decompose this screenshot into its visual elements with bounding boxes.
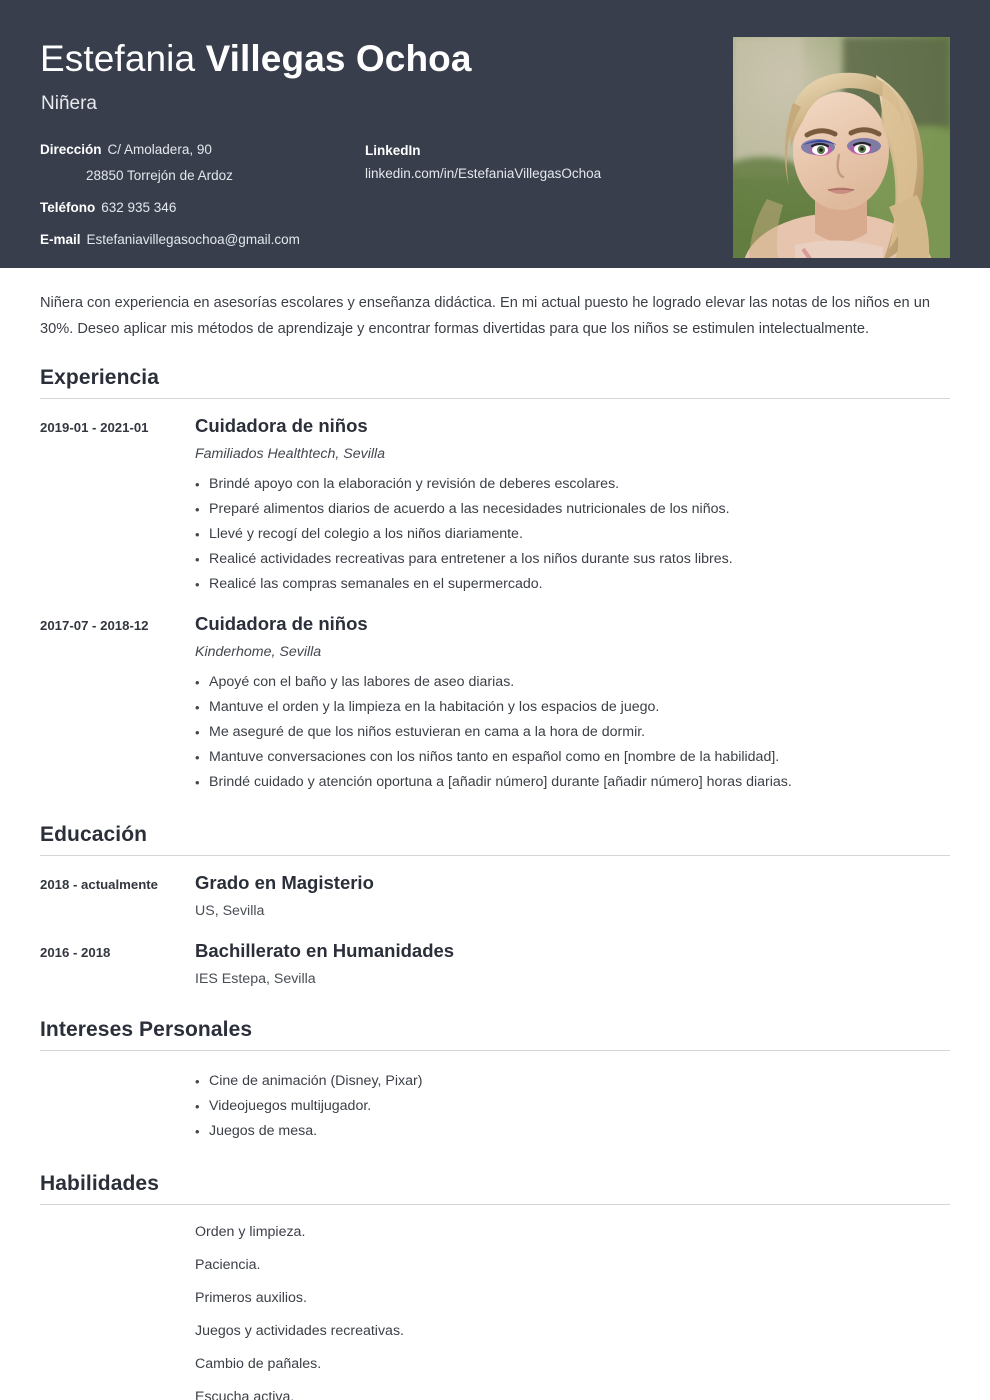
email-value[interactable]: Estefaniavillegasochoa@gmail.com (86, 232, 300, 247)
list-item: Orden y limpieza. (195, 1224, 306, 1240)
job-title: Niñera (41, 93, 97, 114)
education-degree: Bachillerato en Humanidades (195, 940, 455, 961)
list-item: • Videojuegos multijugador. (195, 1094, 950, 1119)
list-item: Paciencia. (195, 1257, 261, 1273)
list-item: Juegos y actividades recreativas. (195, 1323, 404, 1339)
skills-content (195, 1216, 950, 1400)
experience-date: 2017-07 - 2018-12 (40, 618, 149, 633)
address-line-2: 28850 Torrejón de Ardoz (86, 168, 233, 183)
contact-row-phone (40, 198, 370, 218)
section-divider (40, 1204, 950, 1205)
interests-content (195, 1062, 950, 1144)
resume-body (0, 290, 990, 1400)
education-degree: Grado en Magisterio (195, 872, 374, 893)
section-title-experience: Experiencia (40, 366, 159, 389)
contact-column-left (40, 140, 370, 259)
first-name: Estefania (40, 38, 196, 79)
list-item: • Realicé actividades recreativas para entretener a los niños durante sus ratos libres. (195, 547, 950, 572)
gutter-spacer (40, 1062, 195, 1144)
address-label: Dirección (40, 142, 102, 157)
section-divider (40, 855, 950, 856)
education-details (195, 938, 950, 990)
skills-block (40, 1216, 950, 1400)
interests-block (40, 1062, 950, 1144)
section-skills (40, 1170, 950, 1400)
list-item: • Mantuve conversaciones con los niños tanto en español como en [nombre de la habilidad]. (195, 745, 950, 770)
education-entry (40, 870, 950, 922)
phone-label: Teléfono (40, 200, 96, 215)
resume-header (0, 0, 990, 268)
portrait-photo-icon (733, 37, 950, 258)
list-item: Escucha activa. (195, 1389, 295, 1400)
linkedin-value[interactable]: linkedin.com/in/EstefaniaVillegasOchoa (365, 166, 602, 181)
section-title-skills: Habilidades (40, 1172, 159, 1195)
list-item: • Brindé cuidado y atención oportuna a [añadir número] durante [añadir número] horas diarias. (195, 770, 950, 795)
list-item: • Llevé y recogí del colegio a los niños diariamente. (195, 522, 950, 547)
list-item: • Brindé apoyo con la elaboración y revisión de deberes escolares. (195, 472, 950, 497)
experience-job-title: Cuidadora de niños (195, 613, 368, 634)
section-divider (40, 1050, 950, 1051)
experience-details (195, 413, 950, 597)
experience-job-title: Cuidadora de niños (195, 415, 368, 436)
experience-entry (40, 413, 950, 597)
last-name: Villegas Ochoa (205, 38, 472, 79)
experience-date: 2019-01 - 2021-01 (40, 420, 149, 435)
education-date: 2018 - actualmente (40, 877, 159, 892)
gutter-spacer (40, 1216, 195, 1400)
experience-details (195, 611, 950, 795)
email-label: E-mail (40, 232, 81, 247)
experience-bullet-list (195, 670, 950, 795)
address-line-1: C/ Amoladera, 90 (107, 142, 212, 157)
education-entry (40, 938, 950, 990)
section-interests (40, 1016, 950, 1144)
linkedin-label: LinkedIn (365, 143, 421, 158)
education-details (195, 870, 950, 922)
section-divider (40, 398, 950, 399)
experience-entry (40, 611, 950, 795)
list-item: • Mantuve el orden y la limpieza en la habitación y los espacios de juego. (195, 695, 950, 720)
list-item: • Preparé alimentos diarios de acuerdo a las necesidades nutricionales de los niños. (195, 497, 950, 522)
list-item: • Realicé las compras semanales en el supermercado. (195, 572, 950, 597)
professional-summary: Niñera con experiencia en asesorías escolares y enseñanza didáctica. En mi actual puesto he logrado elevar las notas de los niños en un 30%. Deseo aplicar mis métodos de aprendizaje y encontrar formas divertidas para que los niños se estimulen intelectualmente. (40, 295, 930, 337)
section-title-interests: Intereses Personales (40, 1018, 253, 1041)
experience-employer: Kinderhome, Sevilla (195, 644, 322, 660)
education-institution: US, Sevilla (195, 903, 265, 919)
list-item: • Me aseguré de que los niños estuvieran en cama a la hora de dormir. (195, 720, 950, 745)
list-item: Primeros auxilios. (195, 1290, 307, 1306)
contact-column-right (365, 140, 715, 184)
list-item: Cambio de pañales. (195, 1356, 322, 1372)
contact-row-email (40, 230, 370, 250)
phone-value: 632 935 346 (101, 200, 177, 215)
list-item: • Juegos de mesa. (195, 1119, 950, 1144)
interests-list (195, 1069, 950, 1144)
avatar (733, 37, 950, 258)
section-title-education: Educación (40, 823, 148, 846)
skills-list (195, 1216, 950, 1400)
contact-row-address-line-2 (40, 166, 370, 186)
section-experience (40, 364, 950, 795)
list-item: • Cine de animación (Disney, Pixar) (195, 1069, 950, 1094)
experience-bullet-list (195, 472, 950, 597)
section-education (40, 821, 950, 990)
header-text-block (40, 0, 720, 268)
page-title (40, 36, 472, 82)
experience-employer: Familiados Healthtech, Sevilla (195, 446, 386, 462)
education-date: 2016 - 2018 (40, 945, 111, 960)
contact-row-address (40, 140, 370, 160)
education-institution: IES Estepa, Sevilla (195, 971, 316, 987)
list-item: • Apoyé con el baño y las labores de aseo diarias. (195, 670, 950, 695)
